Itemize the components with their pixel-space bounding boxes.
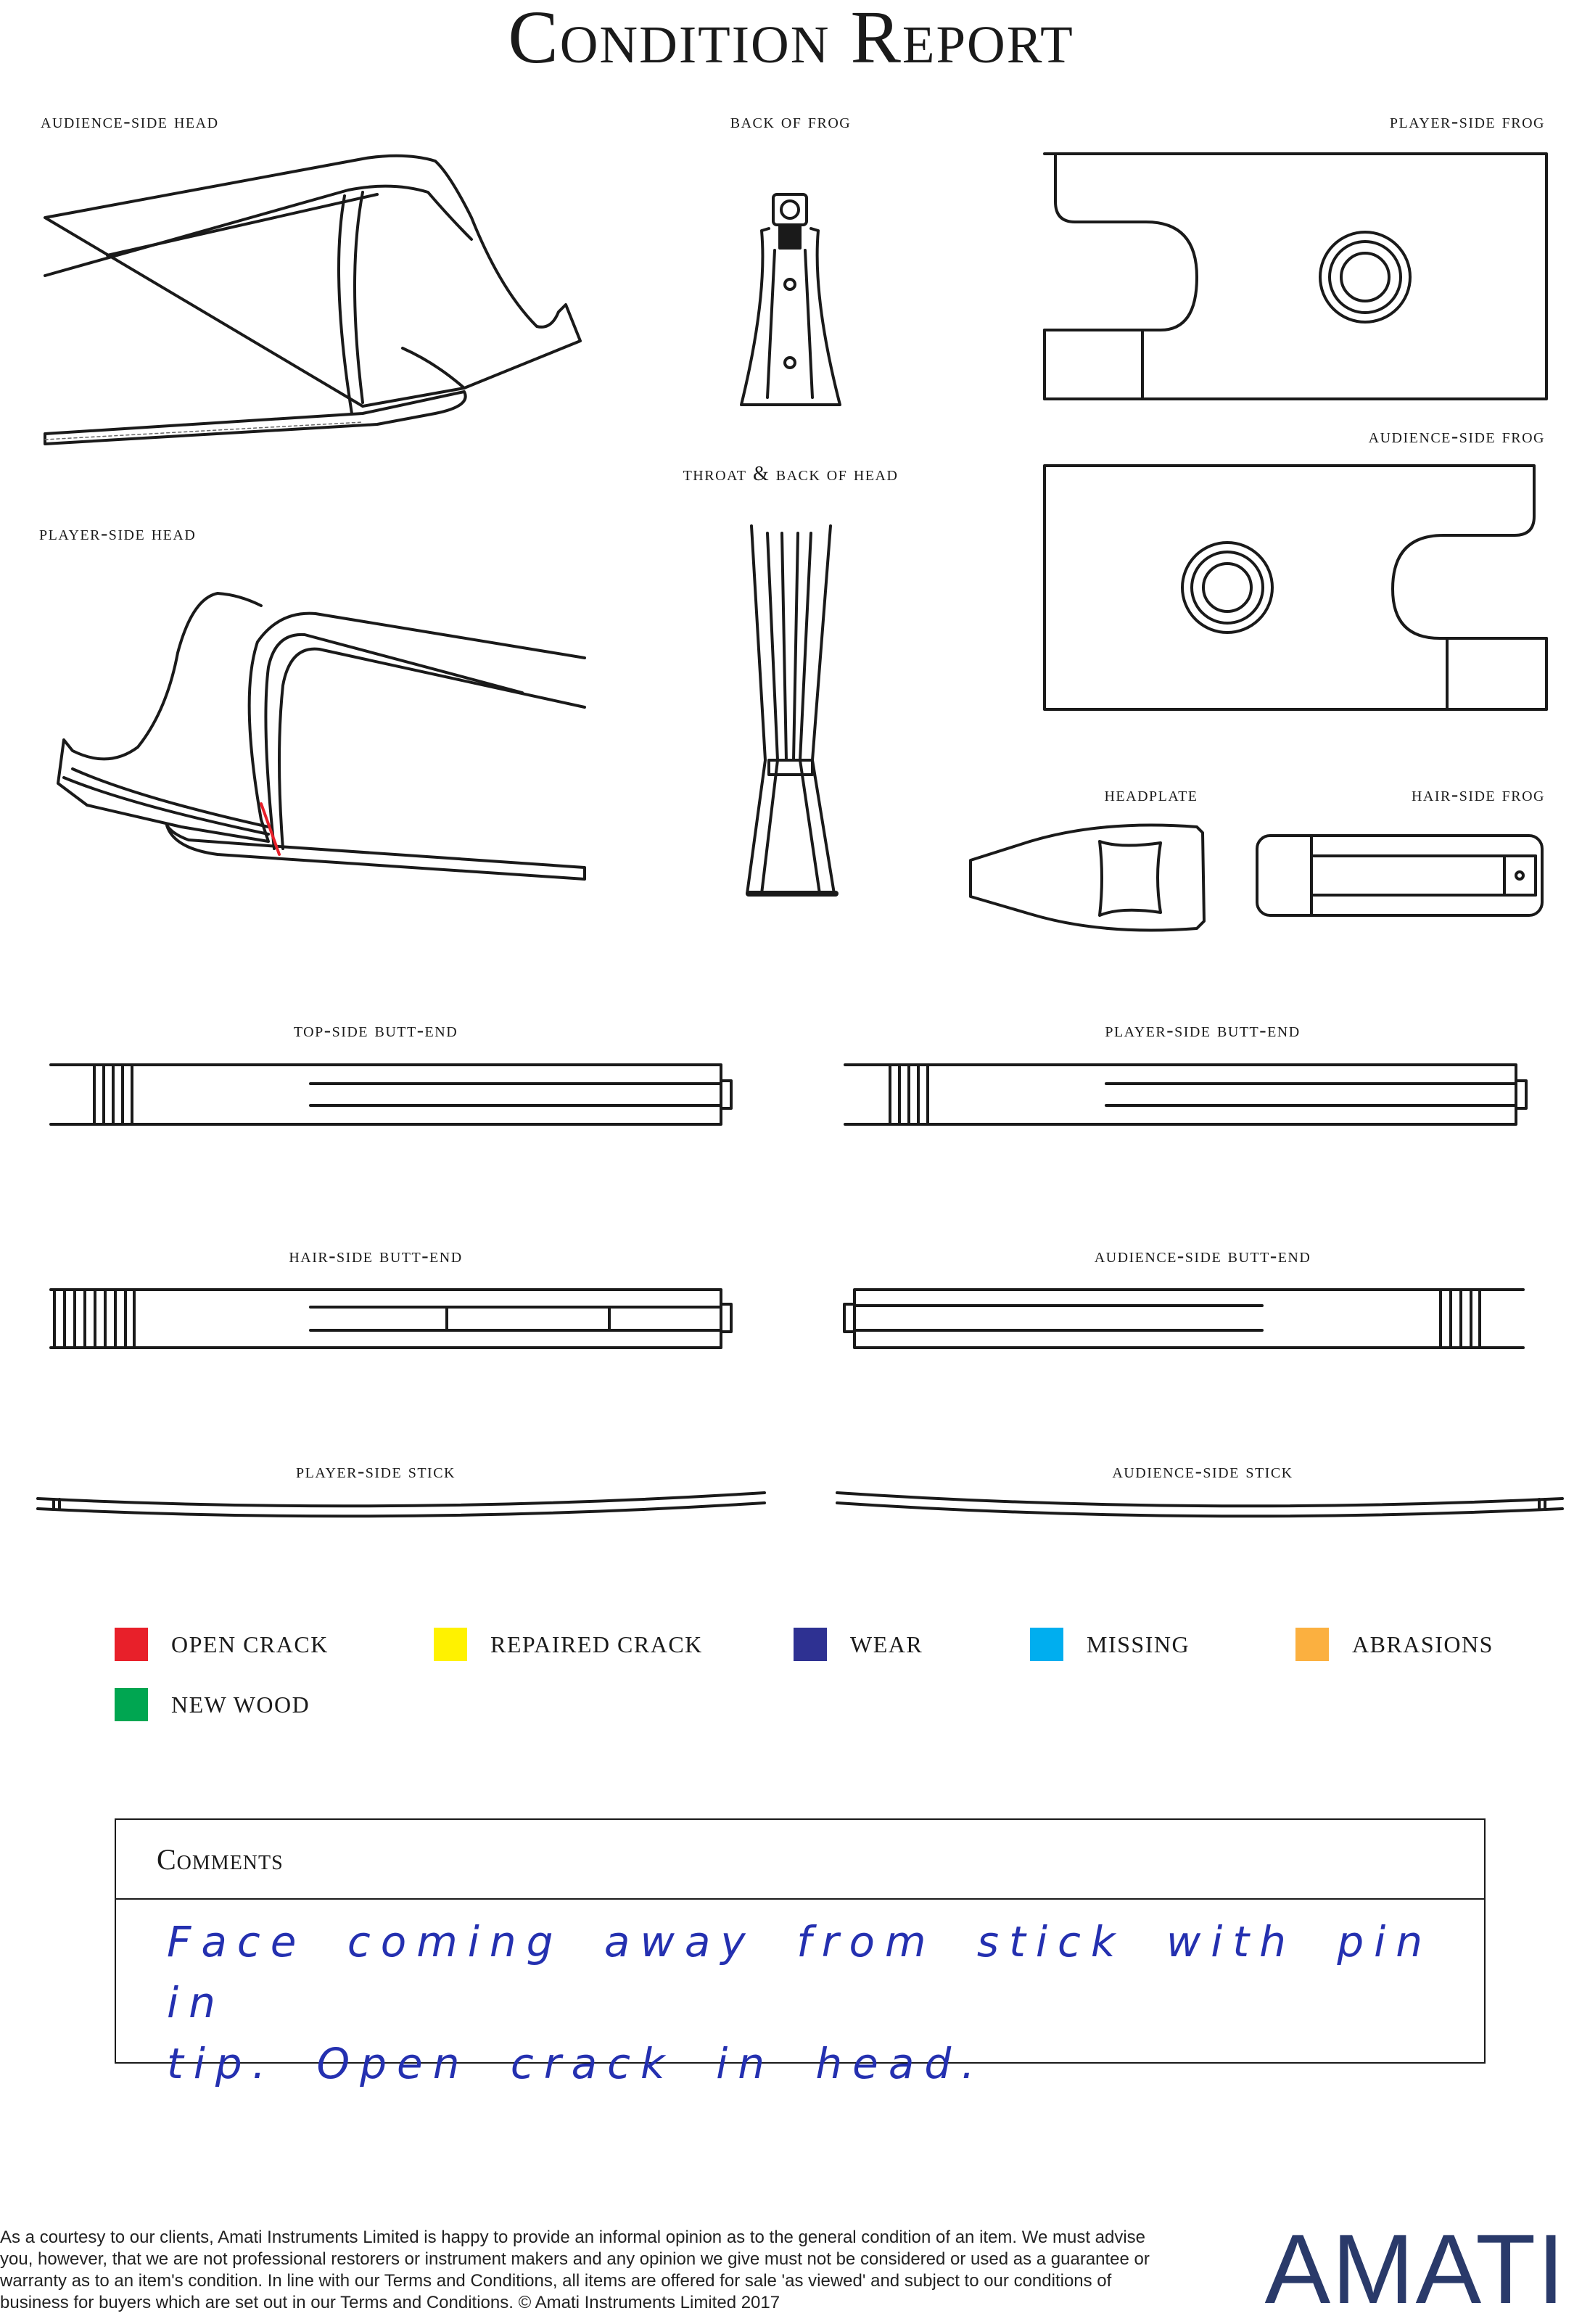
label-audience-side-head: audience-side head bbox=[41, 110, 219, 133]
label-hair-side-butt-end: hair-side butt-end bbox=[289, 1245, 463, 1267]
legend-swatch-new-wood bbox=[115, 1688, 148, 1721]
hair-side-butt-end-drawing[interactable] bbox=[51, 1290, 731, 1348]
brand-logo: AMATI bbox=[1264, 2214, 1566, 2324]
top-side-butt-end-drawing[interactable] bbox=[51, 1065, 731, 1124]
audience-side-frog-drawing[interactable] bbox=[1045, 466, 1546, 709]
label-hair-side-frog: hair-side frog bbox=[1411, 783, 1545, 806]
legend-label: OPEN CRACK bbox=[171, 1631, 329, 1657]
legend-swatch-wear bbox=[794, 1628, 827, 1661]
player-side-head-drawing[interactable] bbox=[58, 593, 585, 879]
label-audience-side-butt-end: audience-side butt-end bbox=[1094, 1245, 1311, 1267]
audience-side-stick-drawing[interactable] bbox=[837, 1493, 1562, 1516]
label-player-side-butt-end: player-side butt-end bbox=[1105, 1019, 1301, 1042]
page-title: Condition Report bbox=[508, 0, 1074, 79]
legend-item-open-crack[interactable] bbox=[115, 1628, 329, 1661]
legend-label: REPAIRED CRACK bbox=[490, 1631, 703, 1657]
label-player-side-stick: player-side stick bbox=[296, 1460, 456, 1483]
throat-back-of-head-drawing[interactable] bbox=[747, 526, 836, 894]
legend-label: WEAR bbox=[850, 1631, 923, 1657]
comments-heading: Comments bbox=[116, 1820, 1484, 1900]
label-player-side-head: player-side head bbox=[39, 522, 197, 545]
audience-side-head-drawing[interactable] bbox=[45, 156, 580, 444]
comments-line: Face coming away from stick with pin in bbox=[167, 1917, 1433, 2027]
label-throat-back-of-head: throat & back of head bbox=[683, 463, 899, 485]
comments-line: tip. Open crack in head. bbox=[167, 2039, 985, 2088]
legend-swatch-abrasions bbox=[1295, 1628, 1329, 1661]
label-back-of-frog: back of frog bbox=[730, 110, 852, 133]
label-top-side-butt-end: top-side butt-end bbox=[293, 1019, 458, 1042]
legend-swatch-open-crack bbox=[115, 1628, 148, 1661]
legend-swatch-repaired-crack bbox=[434, 1628, 467, 1661]
comments-box bbox=[115, 1818, 1486, 2088]
headplate-drawing[interactable] bbox=[971, 825, 1204, 931]
label-player-side-frog: player-side frog bbox=[1389, 110, 1545, 133]
legend-swatch-missing bbox=[1030, 1628, 1063, 1661]
legend-item-new-wood[interactable] bbox=[115, 1688, 310, 1721]
legend-item-wear[interactable] bbox=[794, 1628, 923, 1661]
legend-item-repaired-crack[interactable] bbox=[434, 1628, 703, 1661]
player-side-frog-drawing[interactable] bbox=[1045, 154, 1546, 399]
legend-label: MISSING bbox=[1087, 1631, 1190, 1657]
hair-side-frog-drawing[interactable] bbox=[1257, 836, 1542, 915]
label-audience-side-frog: audience-side frog bbox=[1368, 425, 1545, 448]
label-headplate: headplate bbox=[1104, 783, 1198, 806]
footer-disclaimer: As a courtesy to our clients, Amati Instruments Limited is happy to provide an informal opinion as to the general condition of an item. We must advise you, however, that we are not professional restorers or instrument makers and any opinion we give must not be considered or used as a guarantee or warranty as to an item's condition. In line with our Terms and Conditions, all items are offered for sale 'as viewed' and subject to our conditions of business for buyers which are set out in our Terms and Conditions. © Amati Instruments Limited 2017 bbox=[0, 2228, 1150, 2312]
comments-field[interactable] bbox=[116, 1900, 1484, 2094]
player-side-stick-drawing[interactable] bbox=[38, 1493, 765, 1516]
legend-label: ABRASIONS bbox=[1352, 1631, 1494, 1657]
back-of-frog-drawing[interactable] bbox=[741, 194, 840, 405]
legend-label: NEW WOOD bbox=[171, 1691, 310, 1718]
player-side-butt-end-drawing[interactable] bbox=[845, 1065, 1526, 1124]
audience-side-butt-end-drawing[interactable] bbox=[844, 1290, 1523, 1348]
legend-item-abrasions[interactable] bbox=[1295, 1628, 1494, 1661]
label-audience-side-stick: audience-side stick bbox=[1112, 1460, 1293, 1483]
legend-item-missing[interactable] bbox=[1030, 1628, 1190, 1661]
